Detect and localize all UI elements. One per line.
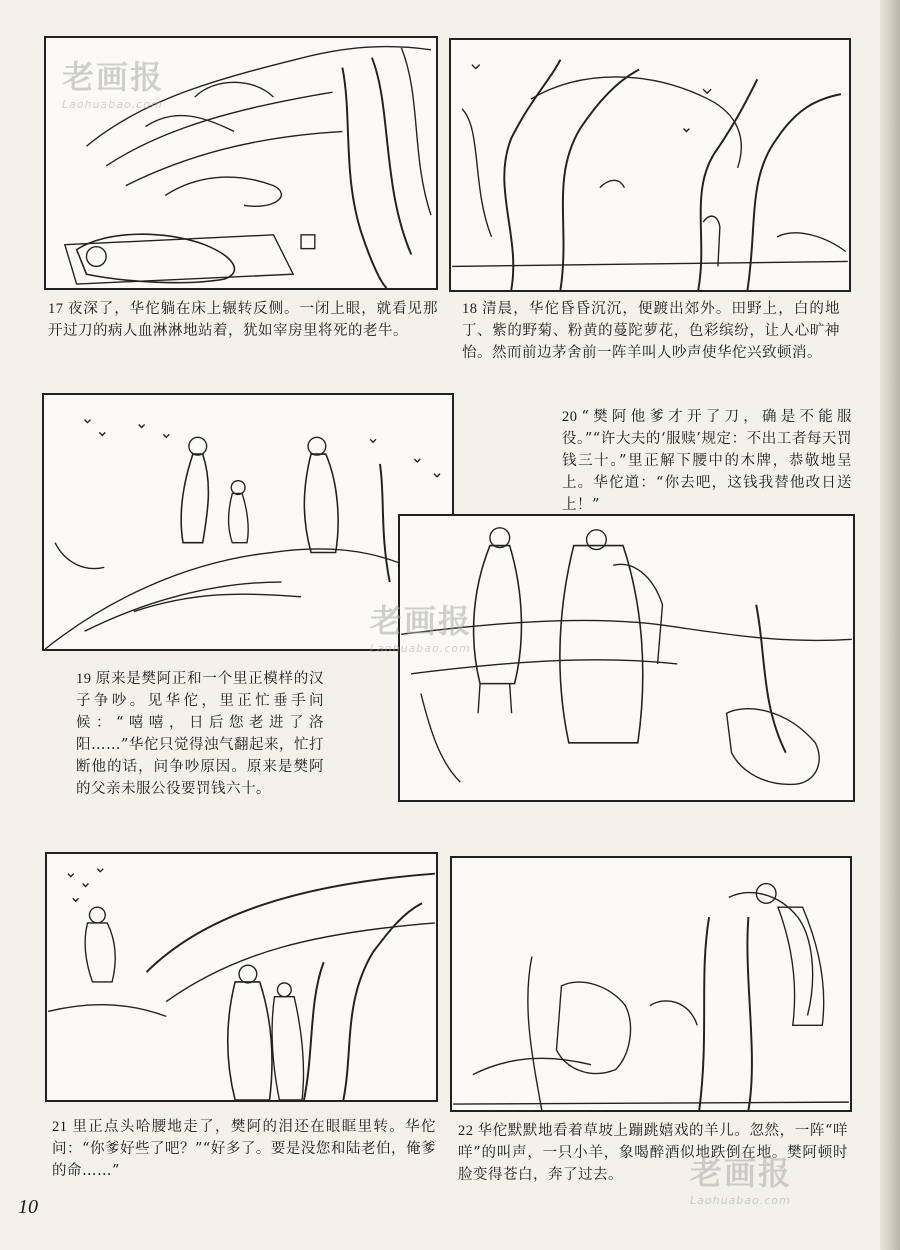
panel-20-illustration [398,514,855,802]
watermark: 老画报 Laohuabao.com [370,602,473,655]
watermark: 老画报 Laohuabao.com [62,58,165,111]
panel-22-illustration [450,856,852,1112]
panel-18-illustration [449,38,851,292]
caption-19: 19 原来是樊阿正和一个里正模样的汉子争吵。见华佗，里正忙垂手问候：“嘻嘻，日后您老进了洛阳……”华佗只觉得浊气翻起来，忙打断他的话，问争吵原因。原来是樊阿的父亲未服公役要罚钱六十。 [76,671,324,797]
caption-22: 22 华佗默默地看着草坡上蹦跳嬉戏的羊儿。忽然，一阵“咩咩”的叫声，一只小羊，象喝醉酒似地跌倒在地。樊阿顿时脸变得苍白，奔了过去。 [458,1123,848,1183]
caption-18: 18 清晨，华佗昏昏沉沉，便踱出郊外。田野上，白的地丁、紫的野菊、粉黄的蔓陀萝花，色彩缤纷，让人心旷神怡。然而前边茅舍前一阵羊叫人吵声使华佗兴致顿消。 [462,301,840,361]
page-number: 10 [18,1196,38,1218]
page-edge [880,0,900,1250]
caption-21: 21 里正点头哈腰地走了，樊阿的泪还在眼眶里转。华佗问：“你爹好些了吧？”“好多了。要是没您和陆老伯，俺爹的命……” [52,1119,436,1179]
caption-20: 20 “樊阿他爹才开了刀，确是不能服役。”“许大夫的‘服赎’规定：不出工者每天罚钱三十。”里正解下腰中的木牌，恭敬地呈上。华佗道：“你去吧，这钱我替他改日送上！” [562,409,852,513]
panel-21-illustration [45,852,438,1102]
caption-17: 17 夜深了，华佗躺在床上辗转反侧。一闭上眼，就看见那开过刀的病人血淋淋地站着，犹如宰房里将死的老牛。 [48,301,438,339]
watermark: 老画报 Laohuabao.com [690,1154,793,1207]
